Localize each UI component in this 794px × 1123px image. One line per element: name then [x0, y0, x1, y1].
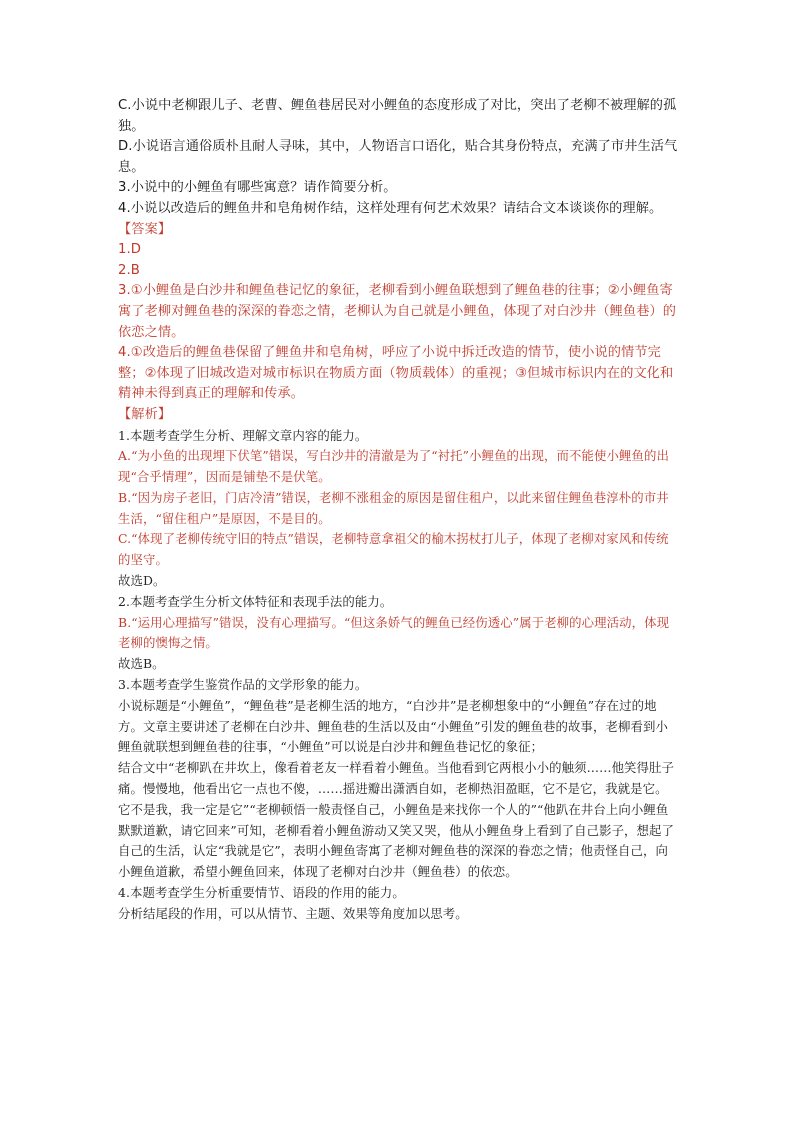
analysis-1-a: A.“为小鱼的出现埋下伏笔”错误，写白沙井的清澈是为了“衬托”小鲤鱼的出现，而不能使小鲤鱼的出现“合乎情理”，因而是铺垫不是伏笔。 — [118, 448, 669, 485]
analysis-1-c: C.“体现了老柳传统守旧的特点”错误，老柳特意拿祖父的榆木拐杖打儿子，体现了老柳对家风和传统的坚守。 — [118, 531, 669, 568]
answer-3: 3.①小鲤鱼是白沙井和鲤鱼巷记忆的象征，老柳看到小鲤鱼联想到了鲤鱼巷的往事；②小鲤鱼寄寓了老柳对鲤鱼巷的深深的眷恋之情，老柳认为自己就是小鲤鱼，体现了对白沙井（鲤鱼巷）的依恋之情。 — [118, 283, 677, 340]
analysis-3-para-1: 小说标题是“小鲤鱼”，“鲤鱼巷”是老柳生活的地方，“白沙井”是老柳想象中的“小鲤鱼”存在过的地方。文章主要讲述了老柳在白沙井、鲤鱼巷的生活以及由“小鲤鱼”引发的鲤鱼巷的故事，老柳看到小鲤鱼就联想到鲤鱼巷的往事，“小鲤鱼”可以说是白沙井和鲤鱼巷记忆的象征； — [118, 697, 668, 755]
analysis-3-para-2: 结合文中“老柳趴在井坎上，像看着老友一样看着小鲤鱼。当他看到它两根小小的触须……他笑得肚子痛。慢慢地，他看出它一点也不傻，……摇进瓣出潇洒自如，老柳热泪盈眶，它不是它，我就是它。它不是我，我一定是它”“老柳顿悟一般责怪自己，小鲤鱼是来找你一个人的”“他趴在井台上向小鲤鱼默默道歉，请它回来”可知，老柳看着小鲤鱼游动又笑又哭，他从小鲤鱼身上看到了自己影子，想起了自己的生活，认定“我就是它”，表明小鲤鱼寄寓了老柳对鲤鱼巷的深深的眷恋之情；他责怪自己，向小鲤鱼道歉，希望小鲤鱼回来，体现了老柳对白沙井（鲤鱼巷）的依恋。 — [118, 760, 675, 880]
analysis-4-para: 分析结尾段的作用，可以从情节、主题、效果等角度加以思考。 — [118, 905, 468, 921]
answer-header: 【答案】 — [118, 221, 172, 237]
answer-2: 2.B — [118, 262, 140, 278]
analysis-2-choice: 故选B。 — [118, 656, 165, 672]
analysis-3: 3.本题考查学生鉴赏作品的文学形象的能力。 — [118, 677, 368, 693]
option-c: C.小说中老柳跟儿子、老曹、鲤鱼巷居民对小鲤鱼的态度形成了对比，突出了老柳不被理解的孤独。 — [118, 98, 677, 134]
answer-1: 1.D — [118, 242, 142, 258]
document-page — [118, 96, 678, 925]
question-3: 3.小说中的小鲤鱼有哪些寓意？请作简要分析。 — [118, 180, 397, 196]
analysis-1-b: B.“因为房子老旧，门店冷清”错误，老柳不涨租金的原因是留住租户，以此来留住鲤鱼巷淳朴的市井生活，“留住租户”是原因，不是目的。 — [118, 489, 669, 526]
question-4: 4.小说以改造后的鲤鱼井和皂角树作结，这样处理有何艺术效果？请结合文本谈谈你的理解。 — [118, 200, 663, 216]
analysis-2: 2.本题考查学生分析文体特征和表现手法的能力。 — [118, 593, 393, 609]
answer-4: 4.①改造后的鲤鱼巷保留了鲤鱼井和皂角树，呼应了小说中拆迁改造的情节，使小说的情节完整；②体现了旧城改造对城市标识在物质方面（物质载体）的重视；③但城市标识内在的文化和精神未得到真正的理解和传承。 — [118, 345, 674, 402]
option-d: D.小说语言通俗质朴且耐人寻味，其中，人物语言口语化，贴合其身份特点，充满了市井生活气息。 — [118, 139, 678, 175]
analysis-4: 4.本题考查学生分析重要情节、语段的作用的能力。 — [118, 885, 405, 901]
analysis-1-choice: 故选D。 — [118, 573, 166, 589]
analysis-1: 1.本题考查学生分析、理解文章内容的能力。 — [118, 427, 368, 443]
analysis-header: 【解析】 — [118, 406, 172, 422]
analysis-2-b: B.“运用心理描写”错误，没有心理描写。“但这条娇气的鲤鱼已经伤透心”属于老柳的心理活动，体现老柳的懊悔之情。 — [118, 614, 670, 651]
